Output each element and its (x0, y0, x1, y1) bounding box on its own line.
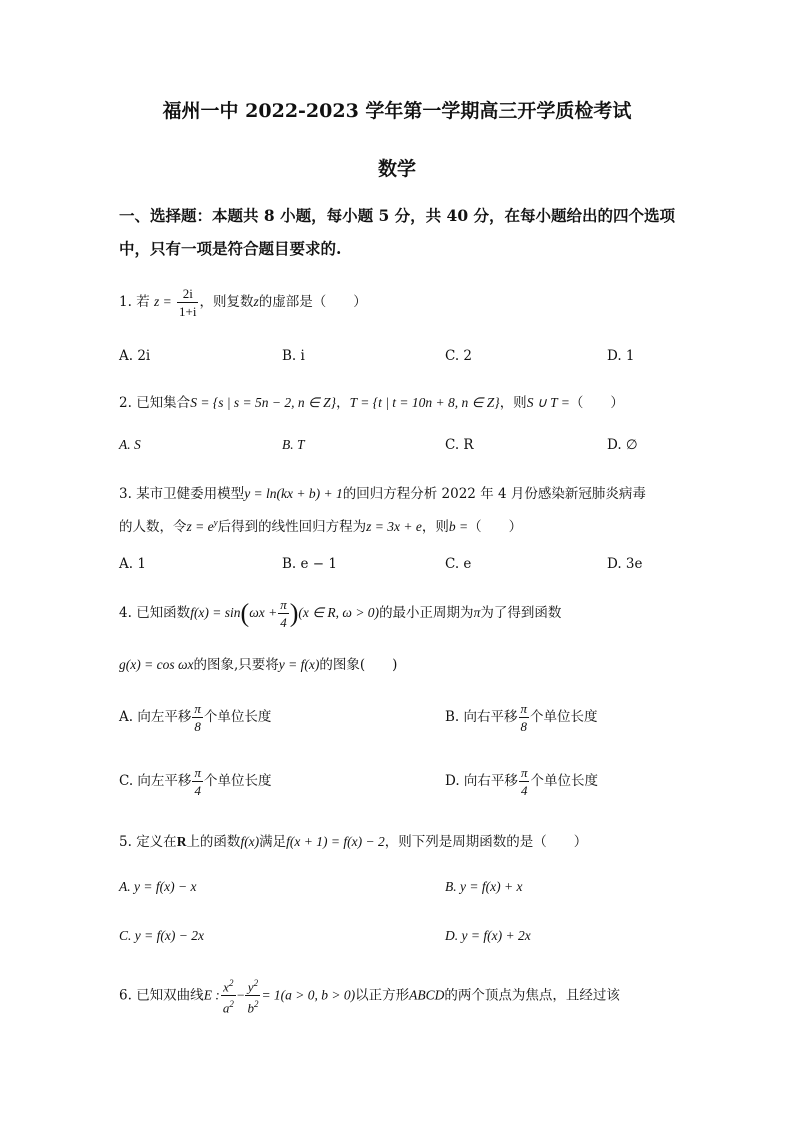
fraction-x (221, 975, 236, 1017)
question-text: 已知双曲线 (136, 987, 204, 1004)
fraction-denominator: 8 (194, 719, 201, 734)
set-t: T = {t | t = 10n + 8, n ∈ Z} (349, 395, 500, 410)
section-heading (119, 199, 675, 265)
fraction-denominator: 1+i (179, 304, 197, 319)
section-heading-line1: 一、选择题：本题共 8 小题，每小题 5 分，共 40 分，在每小题给出的四个选项 (119, 206, 676, 225)
option-text: 个单位长度 (203, 773, 272, 789)
option-a (119, 700, 271, 735)
option-c: C. e (445, 556, 472, 572)
question-text: 满足 (259, 834, 287, 850)
inner-expr: ωx + (249, 605, 278, 620)
fraction-numerator (221, 975, 236, 996)
question-text: 上的函数 (186, 834, 241, 850)
fraction-denominator: 8 (520, 719, 528, 734)
set-s: S = {s | s = 5n − 2, n ∈ Z} (190, 395, 337, 410)
option-text: 个单位长度 (203, 709, 272, 725)
fraction (177, 285, 198, 320)
regression-eq: z = 3x + e (366, 519, 422, 534)
option-c (119, 764, 271, 799)
fraction (519, 700, 530, 735)
question-text: ， (336, 395, 350, 411)
function-def: f(x) = sin (190, 605, 241, 620)
option-label: D. 向右平移 (445, 773, 518, 789)
option-d: D. ∅ (607, 437, 638, 453)
substitution (187, 519, 218, 534)
option-label: A. 向左平移 (119, 709, 192, 725)
question-text: 已知集合 (136, 395, 191, 411)
set-r: R (176, 834, 187, 849)
g-function: g(x) = cos ωx (119, 657, 194, 672)
option-a: A. 2i (119, 348, 151, 364)
model-expr: y = ln(kx + b) + 1 (244, 486, 343, 501)
question-text: 已知函数 (136, 605, 191, 621)
sub-base: z = e (186, 519, 214, 534)
question-text: 若 (136, 294, 150, 310)
fraction-denominator: 4 (520, 783, 528, 798)
fraction-numerator: π (520, 765, 528, 780)
option-d (445, 764, 598, 799)
section-heading-line2: 中，只有一项是符合题目要求的. (119, 239, 342, 258)
b-var: b (247, 1000, 254, 1016)
question-1 (119, 285, 367, 320)
paren-close: ) (289, 598, 299, 628)
math-b: b = (448, 519, 469, 534)
question-text: ，则复数 (199, 294, 254, 310)
option-d: D. 3e (607, 556, 643, 572)
fraction-numerator: π (194, 701, 201, 716)
fraction-denominator: 4 (280, 615, 287, 630)
y-var: y (247, 979, 254, 995)
question-3-line-2 (119, 515, 522, 535)
question-text: 以正方形 (355, 987, 410, 1004)
option-c: C. R (445, 437, 474, 453)
option-b: B. e − 1 (282, 556, 337, 572)
option-a: A. y = f(x) − x (119, 879, 197, 894)
option-d: D. y = f(x) + 2x (445, 928, 531, 943)
fraction-y (245, 975, 260, 1017)
fraction (192, 700, 203, 735)
question-text: 的图象( ) (319, 657, 398, 673)
question-text: 后得到的线性回归方程为 (217, 519, 367, 535)
equation-rhs: = 1(a > 0, b > 0) (261, 987, 356, 1003)
question-text: 的人数，令 (119, 519, 187, 535)
question-2 (119, 391, 624, 411)
question-text: 定义在 (136, 834, 177, 850)
question-4-line-1 (119, 596, 561, 631)
exponent: 2 (228, 978, 234, 988)
question-text: 的回归方程分析 2022 年 4 月份感染新冠肺炎病毒 (342, 486, 646, 502)
option-a: A. S (119, 437, 141, 452)
question-number: 2. (119, 395, 132, 411)
fraction-numerator (245, 975, 260, 996)
question-4-line-2 (119, 653, 397, 673)
question-number: 3. (119, 486, 132, 502)
math-expr: S ∪ T = (526, 395, 570, 410)
math-var: z (253, 294, 259, 309)
fraction (192, 764, 203, 799)
option-b: B. T (282, 437, 305, 452)
exponent: 2 (229, 999, 234, 1010)
fraction-numerator: π (280, 597, 287, 612)
option-b: B. i (282, 348, 305, 364)
option-b: B. y = f(x) + x (445, 879, 523, 894)
option-d: D. 1 (607, 348, 635, 364)
fraction-denominator (221, 996, 236, 1016)
question-text: 的图象,只要将 (193, 657, 279, 673)
question-number: 4. (119, 605, 132, 621)
f-function: y = f(x) (278, 657, 320, 672)
hyperbola-name: E : (203, 987, 220, 1003)
option-text: 个单位长度 (530, 709, 598, 725)
sub-exponent: y (213, 517, 218, 528)
option-label: C. 向左平移 (119, 773, 192, 789)
fraction-denominator: 4 (194, 783, 201, 798)
option-a: A. 1 (119, 556, 146, 572)
minus-sign: − (236, 987, 245, 1003)
exam-title: 福州一中 2022-2023 学年第一学期高三开学质检考试 (162, 100, 632, 122)
question-text: 的两个顶点为焦点，且经过该 (444, 987, 620, 1004)
fraction-numerator: 2i (177, 285, 198, 303)
pi-symbol: π (473, 605, 481, 620)
option-b (445, 700, 598, 735)
fx: f(x) (240, 834, 260, 849)
question-text: （ ） (569, 395, 624, 411)
question-number: 5. (119, 834, 132, 850)
functional-eq: f(x + 1) = f(x) − 2 (286, 834, 385, 849)
a-var: a (222, 1000, 230, 1016)
question-6 (119, 975, 620, 1017)
question-number: 1. (119, 294, 132, 310)
question-3-line-1 (119, 482, 646, 502)
option-label: B. 向右平移 (445, 709, 518, 725)
square-name: ABCD (409, 987, 445, 1003)
question-text: 为了得到函数 (480, 605, 562, 621)
exponent: 2 (253, 978, 259, 988)
fraction (519, 764, 530, 799)
question-text: ，则 (499, 395, 527, 411)
question-text: 某市卫健委用模型 (136, 486, 245, 502)
fraction (278, 596, 289, 631)
question-text: ，则 (421, 519, 449, 535)
condition: (x ∈ R, ω > 0) (298, 605, 380, 620)
option-text: 个单位长度 (530, 773, 598, 789)
x-var: x (223, 979, 229, 995)
subject-title: 数学 (377, 158, 416, 180)
question-number: 6. (119, 987, 132, 1004)
fraction-numerator: π (194, 765, 201, 780)
question-5 (119, 830, 587, 850)
option-c: C. 2 (445, 348, 473, 364)
fraction-denominator (245, 996, 260, 1016)
question-text: 的虚部是（ ） (258, 294, 367, 310)
question-text: ，则下列是周期函数的是（ ） (384, 834, 588, 850)
option-c: C. y = f(x) − 2x (119, 928, 204, 943)
exponent: 2 (253, 999, 259, 1010)
question-text: （ ） (468, 519, 523, 535)
question-text: 的最小正周期为 (379, 605, 474, 621)
math-lhs: z = (153, 294, 172, 309)
paren-open: ( (240, 598, 250, 628)
fraction-numerator: π (520, 701, 528, 716)
